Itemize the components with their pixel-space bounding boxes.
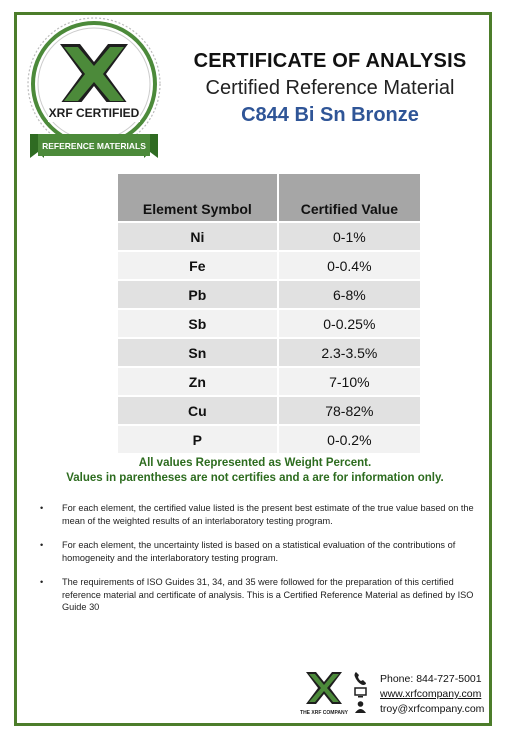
product-name: C844 Bi Sn Bronze [241, 104, 419, 126]
weight-percent-note [40, 456, 470, 486]
certified-value: 6-8% [279, 279, 420, 308]
note-line-2: Values in parentheses are not certifies and a are for information only. [66, 472, 444, 484]
certified-values-table [118, 174, 420, 453]
phone-number: Phone: 844-727-5001 [380, 673, 482, 685]
certified-value: 0-0.4% [279, 250, 420, 279]
table-row [118, 221, 420, 250]
table-row [118, 308, 420, 337]
element-symbol: Cu [118, 395, 279, 424]
phone-icon [355, 672, 367, 685]
element-symbol: Ni [118, 221, 279, 250]
table-row [118, 250, 420, 279]
certified-value: 2.3-3.5% [279, 337, 420, 366]
user-icon [355, 701, 366, 713]
table-row [118, 337, 420, 366]
table-row [118, 279, 420, 308]
website-link[interactable]: www.xrfcompany.com [380, 688, 482, 700]
list-item [38, 576, 484, 614]
element-symbol: Sn [118, 337, 279, 366]
computer-icon [355, 688, 366, 698]
certified-value: 0-1% [279, 221, 420, 250]
element-symbol: Fe [118, 250, 279, 279]
element-symbol: Sb [118, 308, 279, 337]
xrf-company-footer-logo [300, 668, 376, 718]
email-address[interactable]: troy@xrfcompany.com [380, 703, 485, 715]
table-row [118, 424, 420, 453]
contact-info [380, 672, 484, 717]
footer-logo-caption: THE XRF COMPANY [300, 710, 348, 716]
bullet-text: The requirements of ISO Guides 31, 34, and 35 were followed for the preparation of this certified reference material and certificate of analysis. This is a Certified Reference Material as defined by ISO Guide 30 [62, 577, 474, 612]
bullet-dot-icon: • [40, 503, 44, 513]
certified-value: 78-82% [279, 395, 420, 424]
certified-value: 0-0.25% [279, 308, 420, 337]
bullet-text: For each element, the certified value listed is the present best estimate of the true value based on the mean of the weighted results of an interlaboratory testing program. [62, 503, 474, 526]
certified-value: 7-10% [279, 366, 420, 395]
element-symbol: Pb [118, 279, 279, 308]
column-header-certified-value: Certified Value [279, 174, 420, 221]
note-line-1: All values Represented as Weight Percent. [138, 457, 372, 469]
table-row [118, 366, 420, 395]
xrf-certified-seal-logo [22, 12, 166, 164]
seal-brand-text: XRF CERTIFIED [48, 106, 140, 120]
certificate-subtitle: Certified Reference Material [205, 77, 455, 99]
title-block [178, 50, 482, 127]
element-symbol: Zn [118, 366, 279, 395]
bullet-dot-icon: • [40, 540, 44, 550]
table-row [118, 395, 420, 424]
list-item [38, 539, 484, 564]
column-header-element-symbol: Element Symbol [118, 174, 279, 221]
bullet-dot-icon: • [40, 577, 44, 587]
bullet-text: For each element, the uncertainty listed is based on a statistical evaluation of the contributions of homogeneity and the interlaboratory testing program. [62, 540, 456, 563]
element-symbol: P [118, 424, 279, 453]
table-header-row [118, 174, 420, 221]
certified-value: 0-0.2% [279, 424, 420, 453]
seal-ribbon-text: REFERENCE MATERIALS [42, 141, 146, 151]
list-item [38, 502, 484, 527]
bullet-list [38, 502, 484, 626]
certificate-title: CERTIFICATE OF ANALYSIS [193, 50, 467, 72]
